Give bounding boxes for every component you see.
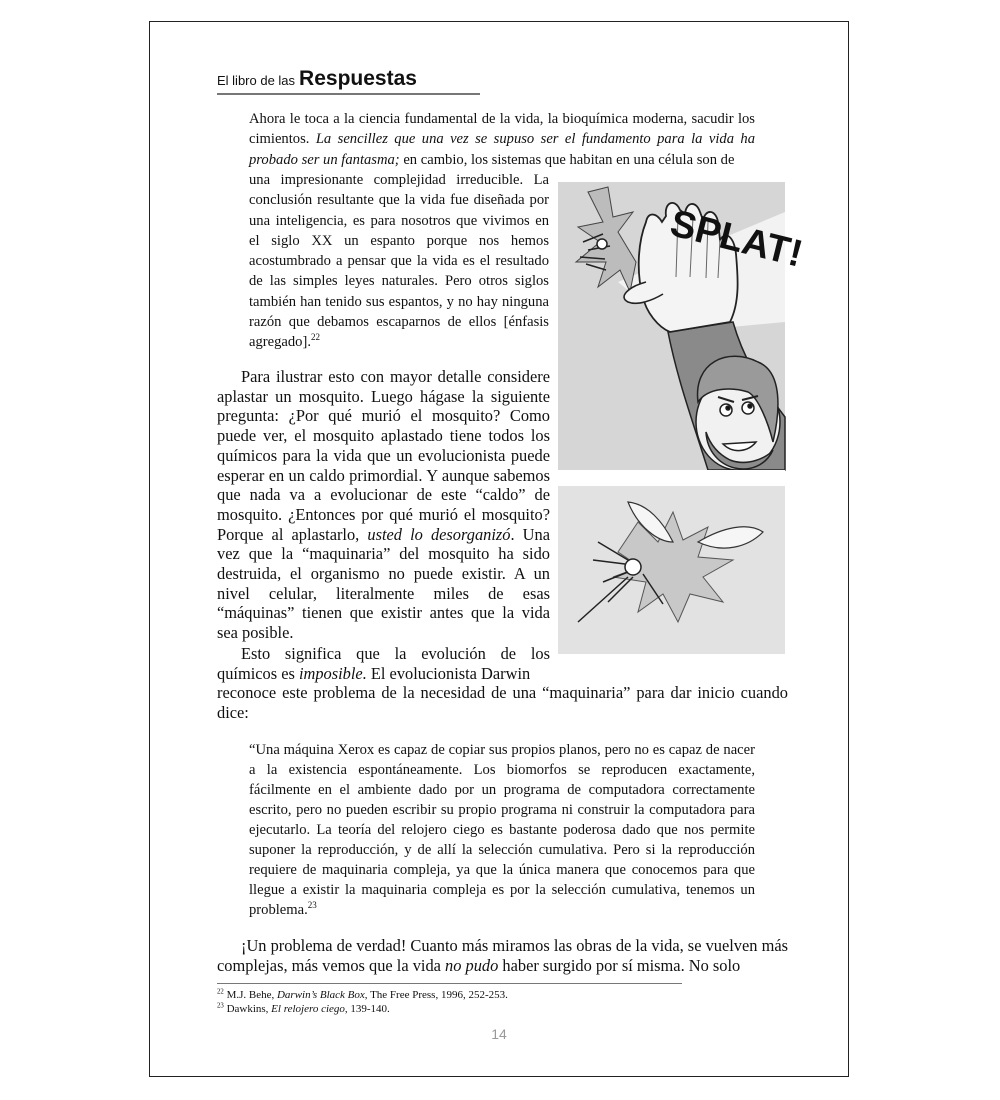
intro-text-3: en cambio, los sistemas que habitan en una célula son de: [399, 151, 735, 168]
paragraph-final: [217, 936, 788, 976]
body2-text-4: reconoce este problema de la necesidad de una “maquinaria” para dar inicio cuando dice:: [217, 683, 788, 722]
dawkins-quote: [249, 740, 755, 920]
paragraph-impossible: [217, 644, 550, 683]
intro-emphasis: La sencillez que una vez se supuso ser el fundamento para la vida ha probado ser un fantasma;: [249, 131, 756, 168]
intro-quote-continued: [249, 170, 549, 353]
footnote-title: Darwin’s Black Box: [276, 989, 365, 1001]
footnote-text: Dawkins,: [223, 1003, 272, 1015]
running-header: [217, 67, 480, 95]
mosquito-illustration: [558, 182, 807, 654]
page-number: 14: [491, 1026, 507, 1042]
paragraph-mosquito: [217, 367, 550, 643]
paragraph-impossible-continued: [217, 683, 788, 722]
footnote-ref-23: 23: [307, 900, 317, 911]
book-page: [149, 21, 849, 1077]
footnote-divider: [217, 983, 682, 984]
body1-text-3: . Una vez que la “maquinaria” del mosquito ha sido destruida, el organismo no puede existir. A un nivel celular, literalmente miles de esas “máquinas” tienen que existir antes que la vida sea posible.: [217, 524, 550, 643]
header-title: Respuestas: [299, 67, 417, 90]
intro-quote: [249, 109, 755, 170]
footnote-number: 23: [217, 1002, 224, 1010]
footnote-text: M.J. Behe,: [223, 989, 277, 1001]
body2-emphasis: imposible.: [298, 663, 367, 683]
footnote-number: 22: [217, 988, 224, 996]
body1-emphasis: usted lo desorganizó: [367, 524, 511, 544]
quote-text: “Una máquina Xerox es capaz de copiar sus propios planos, pero no es capaz de nacer a la existencia espontáneamente. Los biomorfos se reproducen exactamente, fácilmente en el ambiente dado por un programa de computadora correctamente escrito, pero no pueden escribir su propio programa ni construir la computadora para ejecutarlo. La teoría del relojero ciego es bastante poderosa dado que nos permite suponer la reproducción, y de allí la selección cumulativa. Pero si la reproducción requiere de maquinaria compleja, ya que la única manera que conocemos para que llegue a existir la maquinaria compleja es por la selección cumulativa, tenemos un problema.: [249, 742, 755, 918]
final-emphasis: no pudo: [445, 956, 499, 975]
body2-text-1: Esto significa que la evolución de los químicos es: [217, 644, 550, 683]
footnote-23: [217, 1002, 788, 1016]
body1-text-1: Para ilustrar esto con mayor detalle considere aplastar un mosquito. Luego hágase la siguiente pregunta: ¿Por qué murió el mosquito? Como puede ver, el mosquito aplastado tiene todos los químicos para la vida que un evolucionista puede esperar en un caldo primordial. Y aunque sabemos que nada va a evolucionar de este “caldo” de mosquito. ¿Entonces por qué murió el mosquito? Porque al aplastarlo,: [217, 367, 550, 544]
footnote-ref-22: 22: [311, 332, 321, 343]
footnote-text: , The Free Press, 1996, 252-253.: [364, 989, 508, 1001]
intro-text-1: Ahora le toca a la ciencia fundamental de la vida, la bioquímica moderna, sacudir los cimientos.: [249, 111, 755, 148]
final-text-3: haber surgido por sí misma. No solo: [498, 956, 741, 975]
man-face: [696, 356, 780, 470]
body2-text-3: El evolucionista Darwin: [366, 663, 531, 683]
footnote-title: El relojero ciego: [271, 1003, 345, 1015]
footnotes: [217, 988, 788, 1016]
splat-text: SPLAT!: [666, 202, 807, 276]
footnote-text: , 139-140.: [344, 1003, 390, 1015]
footnote-22: [217, 988, 788, 1002]
intro-text-4: una impresionante complejidad irreducible. La conclusión resultante que la vida fue diseñada por una inteligencia, es para nosotros que vivimos en el siglo XX un espanto porque nos hemos acostumbrado a pensar que la vida es el resultado de las simples leyes naturales. Pero otros siglos también han tenido sus espantos, y no hay ninguna razón que debamos escaparnos de ellos [énfasis agregado].: [249, 172, 549, 351]
final-text-1: ¡Un problema de verdad! Cuanto más miramos las obras de la vida, se vuelven más complejas, más vemos que la vida: [217, 936, 788, 975]
header-prefix: El libro de las: [217, 73, 296, 88]
